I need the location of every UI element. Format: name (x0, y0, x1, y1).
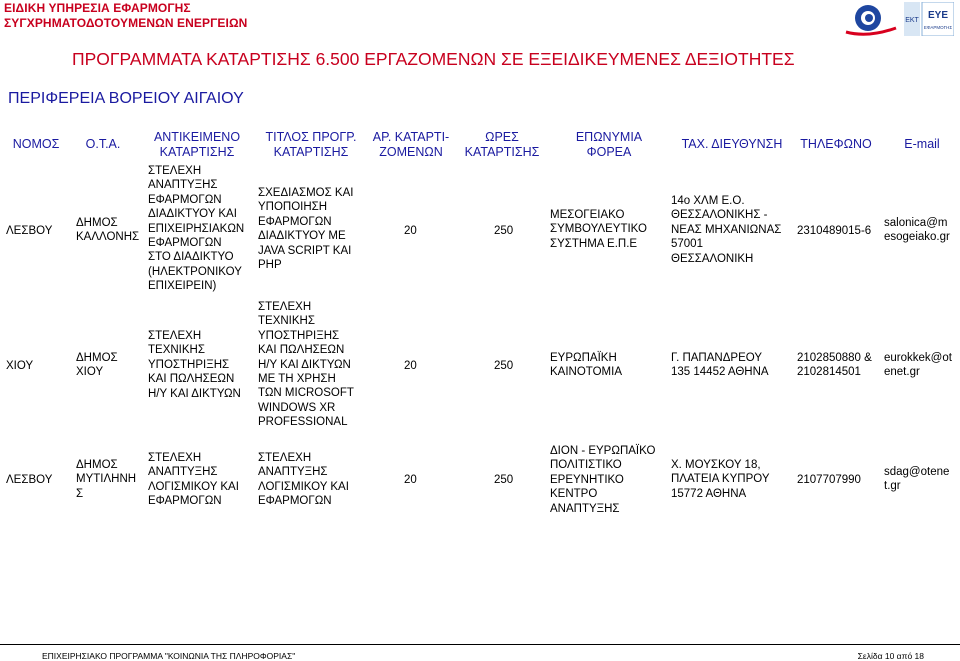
region-heading: ΠΕΡΙΦΕΡΕΙΑ ΒΟΡΕΙΟΥ ΑΙΓΑΙΟΥ (8, 90, 244, 107)
agency-logo-icon (806, 2, 954, 36)
header-bar (0, 0, 960, 34)
header-address: ΤΑΧ. ΔΙΕΥΘΥΝΣΗ (681, 137, 783, 151)
footer-program: ΕΠΙΧΕΙΡΗΣΙΑΚΟ ΠΡΟΓΡΑΜΜΑ "ΚΟΙΝΩΝΙΑ ΤΗΣ ΠΛΗΡΟΦΟΡΙΑΣ" (42, 651, 296, 661)
cell-antikeimeno: ΣΤΕΛΕΧΗ ΑΝΑΠΤΥΞΗΣ ΛΟΓΙΣΜΙΚΟΥ ΚΑΙ ΕΦΑΡΜΟΓΩΝ (148, 452, 239, 508)
cell-titlos: ΣΤΕΛΕΧΗ ΑΝΑΠΤΥΞΗΣ ΛΟΓΙΣΜΙΚΟΥ ΚΑΙ ΕΦΑΡΜΟΓΩΝ (258, 452, 349, 508)
cell-email[interactable]: salonica@m esogeiako.gr (884, 217, 950, 244)
cell-address: Γ. ΠΑΠΑΝΔΡΕΟΥ 135 14452 ΑΘΗΝΑ (671, 352, 769, 379)
cell-email[interactable]: sdag@otene t.gr (884, 466, 950, 493)
page-number: Σελίδα 10 από 18 (857, 651, 924, 661)
footer-divider (0, 644, 960, 645)
cell-phone: 2102850880 & 2102814501 (797, 352, 872, 379)
header-ores: ΩΡΕΣ ΚΑΤΑΡΤΙΣΗΣ (464, 130, 540, 159)
eye-logo-text: ΕΥΕ (927, 10, 949, 21)
header-ota: Ο.Τ.Α. (85, 137, 121, 151)
cell-phone: 2107707990 (797, 474, 861, 486)
cell-ar: 20 (404, 474, 417, 486)
cell-ota: ΔΗΜΟΣ ΧΙΟΥ (76, 352, 118, 379)
cell-titlos: ΣΧΕΔΙΑΣΜΟΣ ΚΑΙ ΥΠΟΠΟΙΗΣΗ ΕΦΑΡΜΟΓΩΝ ΔΙΑΔΙΚΤΥΟΥ ΜΕ JAVA SCRIPT ΚΑΙ PHP (258, 187, 354, 272)
cell-foreas: ΜΕΣΟΓΕΙΑΚΟ ΣΥΜΒΟΥΛΕΥΤΙΚΟ ΣΥΣΤΗΜΑ Ε.Π.Ε (550, 209, 647, 250)
cell-titlos: ΣΤΕΛΕΧΗ ΤΕΧΝΙΚΗΣ ΥΠΟΣΤΗΡΙΞΗΣ ΚΑΙ ΠΩΛΗΣΕΩΝ Η/Υ ΚΑΙ ΔΙΚΤΥΩΝ ΜΕ ΤΗ ΧΡΗΣΗ ΤΩΝ MICROSOFT WINDOWS XR PROFESSIONAL (258, 301, 354, 429)
cell-antikeimeno: ΣΤΕΛΕΧΗ ΤΕΧΝΙΚΗΣ ΥΠΟΣΤΗΡΙΞΗΣ ΚΑΙ ΠΩΛΗΣΕΩΝ Η/Υ ΚΑΙ ΔΙΚΤΥΩΝ (148, 330, 241, 400)
logos (806, 2, 954, 36)
cell-foreas: ΕΥΡΩΠΑΪΚΗ ΚΑΙΝΟΤΟΜΙΑ (550, 352, 622, 379)
cell-ota: ΔΗΜΟΣ ΚΑΛΛΟΝΗΣ (76, 217, 140, 244)
page-title: ΠΡΟΓΡΑΜΜΑΤΑ ΚΑΤΑΡΤΙΣΗΣ 6.500 ΕΡΓΑΖΟΜΕΝΩΝ ΣΕ ΕΞΕΙΔΙΚΕΥΜΕΝΕΣ ΔΕΞΙΟΤΗΤΕΣ (72, 49, 795, 69)
cell-ores: 250 (494, 474, 514, 486)
cell-nomos: ΧΙΟΥ (6, 360, 34, 372)
ekt-text: ΕΚΤ (905, 17, 919, 24)
header-phone: ΤΗΛΕΦΩΝΟ (800, 137, 872, 151)
cell-ores: 250 (494, 225, 514, 237)
cell-address: Χ. ΜΟΥΣΚΟΥ 18, ΠΛΑΤΕΙΑ ΚΥΠΡΟΥ 15772 ΑΘΗΝΑ (671, 459, 770, 500)
cell-antikeimeno: ΣΤΕΛΕΧΗ ΑΝΑΠΤΥΞΗΣ ΕΦΑΡΜΟΓΩΝ ΔΙΑΔΙΚΤΥΟΥ ΚΑΙ ΕΠΙΧΕΙΡΗΣΙΑΚΩΝ ΕΦΑΡΜΟΓΩΝ ΣΤΟ ΔΙΑΔΙΚΤΥΟ (ΗΛΕΚΤΡΟΝΙΚΟΥ ΕΠΙΧΕΙΡΕΙΝ) (148, 165, 245, 293)
eye-logo-caption: ΕΦΑΡΜΟΓΗΣ (923, 25, 953, 30)
header-antikeimeno: ΑΝΤΙΚΕΙΜΕΝΟ ΚΑΤΑΡΤΙΣΗΣ (153, 130, 241, 159)
agency-name-line-1: ΕΙΔΙΚΗ ΥΠΗΡΕΣΙΑ ΕΦΑΡΜΟΓΗΣ (4, 1, 191, 15)
cell-nomos: ΛΕΣΒΟΥ (6, 474, 53, 486)
cell-foreas: ΔΙΟΝ - ΕΥΡΩΠΑΪΚΟ ΠΟΛΙΤΙΣΤΙΚΟ ΕΡΕΥΝΗΤΙΚΟ ΚΕΝΤΡΟ ΑΝΑΠΤΥΞΗΣ (550, 445, 656, 515)
cell-address: 14ο ΧΛΜ Ε.Ο. ΘΕΣΣΑΛΟΝΙΚΗΣ - ΝΕΑΣ ΜΗΧΑΝΙΩΝΑΣ 57001 ΘΕΣΣΑΛΟΝΙΚΗ (671, 195, 782, 265)
header-titlos: ΤΙΤΛΟΣ ΠΡΟΓΡ. ΚΑΤΑΡΤΙΣΗΣ (265, 130, 357, 159)
cell-ar: 20 (404, 360, 417, 372)
header-email: E-mail (904, 137, 940, 151)
header-foreas: ΕΠΩΝΥΜΙΑ ΦΟΡΕΑ (575, 130, 643, 159)
cell-email[interactable]: eurokkek@ot enet.gr (884, 352, 952, 379)
agency-name-line-2: ΣΥΓΧΡΗΜΑΤΟΔΟΤΟΥΜΕΝΩΝ ΕΝΕΡΓΕΙΩΝ (4, 16, 248, 30)
cell-nomos: ΛΕΣΒΟΥ (6, 225, 53, 237)
cell-phone: 2310489015-6 (797, 225, 872, 237)
cell-ar: 20 (404, 225, 417, 237)
cell-ores: 250 (494, 360, 514, 372)
cell-ota: ΔΗΜΟΣ ΜΥΤΙΛΗΝΗ Σ (76, 459, 137, 500)
header-nomos: ΝΟΜΟΣ (12, 137, 60, 151)
header-ar: ΑΡ. ΚΑΤΑΡΤΙ- ΖΟΜΕΝΩΝ (372, 130, 450, 159)
